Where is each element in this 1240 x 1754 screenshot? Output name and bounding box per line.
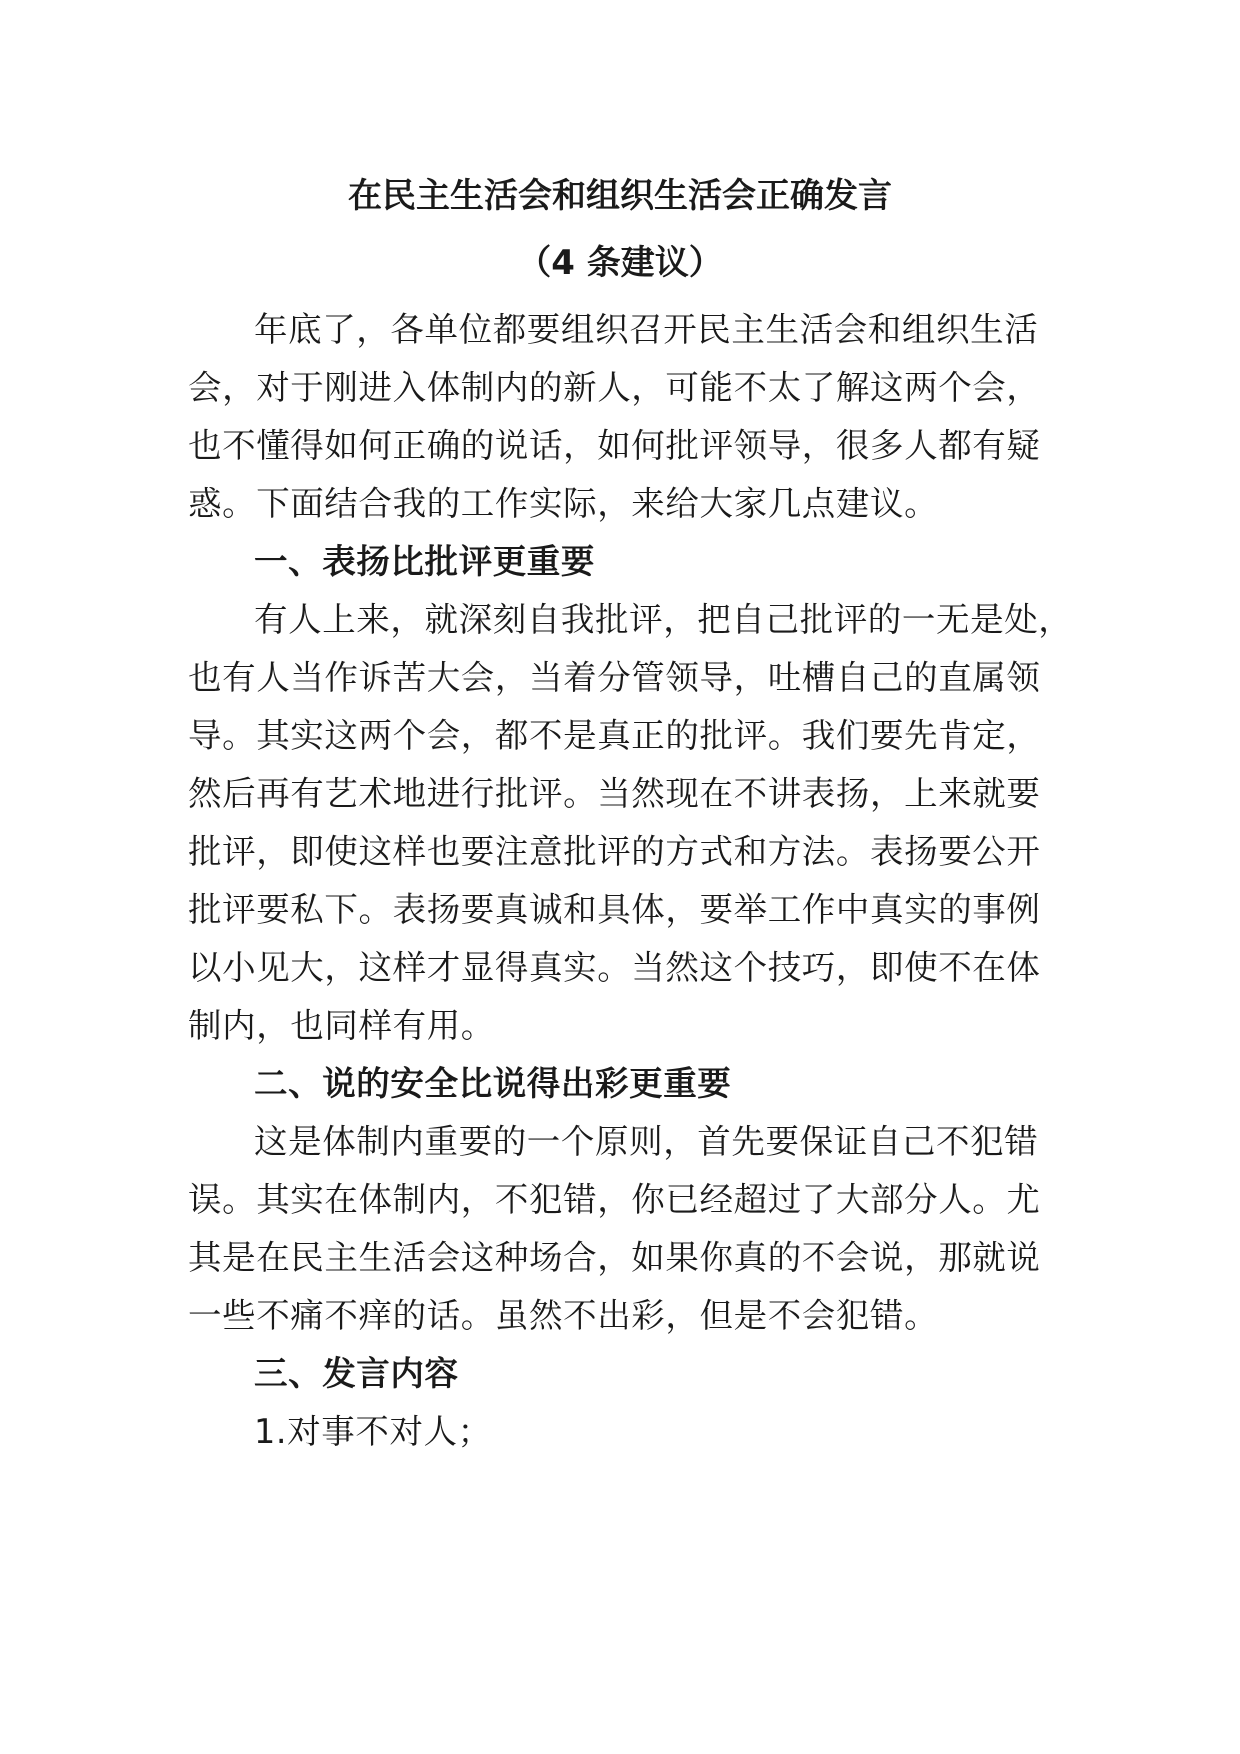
section-1-line-2: 也有人当作诉苦大会，当着分管领导，吐槽自己的直属领	[188, 658, 1041, 697]
section-1-heading: 一、表扬比批评更重要	[254, 542, 595, 581]
section-2-line-2: 误。其实在体制内，不犯错，你已经超过了大部分人。尤	[188, 1180, 1041, 1219]
intro-line-3: 也不懂得如何正确的说话，如何批评领导，很多人都有疑	[188, 426, 1041, 465]
section-2-heading: 二、说的安全比说得出彩更重要	[254, 1064, 732, 1103]
section-2-line-3: 其是在民主生活会这种场合，如果你真的不会说，那就说	[188, 1238, 1041, 1277]
intro-line-2: 会，对于刚进入体制内的新人，可能不太了解这两个会，	[188, 368, 1041, 407]
intro-line-4: 惑。下面结合我的工作实际，来给大家几点建议。	[188, 484, 939, 523]
section-1-line-6: 批评要私下。表扬要真诚和具体，要举工作中真实的事例	[188, 890, 1041, 929]
section-1-line-1: 有人上来，就深刻自我批评，把自己批评的一无是处，	[254, 600, 1073, 639]
section-1-line-7: 以小见大，这样才显得真实。当然这个技巧，即使不在体	[188, 948, 1041, 987]
section-1-line-5: 批评，即使这样也要注意批评的方式和方法。表扬要公开	[188, 832, 1041, 871]
section-1-line-8: 制内，也同样有用。	[188, 1006, 495, 1045]
section-3-heading: 三、发言内容	[254, 1354, 459, 1393]
section-2-line-1: 这是体制内重要的一个原则，首先要保证自己不犯错	[254, 1122, 1039, 1161]
section-1-line-4: 然后再有艺术地进行批评。当然现在不讲表扬，上来就要	[188, 774, 1041, 813]
document-title: 在民主生活会和组织生活会正确发言	[348, 176, 892, 216]
intro-line-1: 年底了，各单位都要组织召开民主生活会和组织生活	[254, 310, 1039, 349]
document-subtitle: （4 条建议）	[517, 243, 723, 283]
section-3-item-1: 1.对事不对人；	[254, 1412, 492, 1451]
section-1-line-3: 导。其实这两个会，都不是真正的批评。我们要先肯定，	[188, 716, 1041, 755]
section-2-line-4: 一些不痛不痒的话。虽然不出彩，但是不会犯错。	[188, 1296, 939, 1335]
